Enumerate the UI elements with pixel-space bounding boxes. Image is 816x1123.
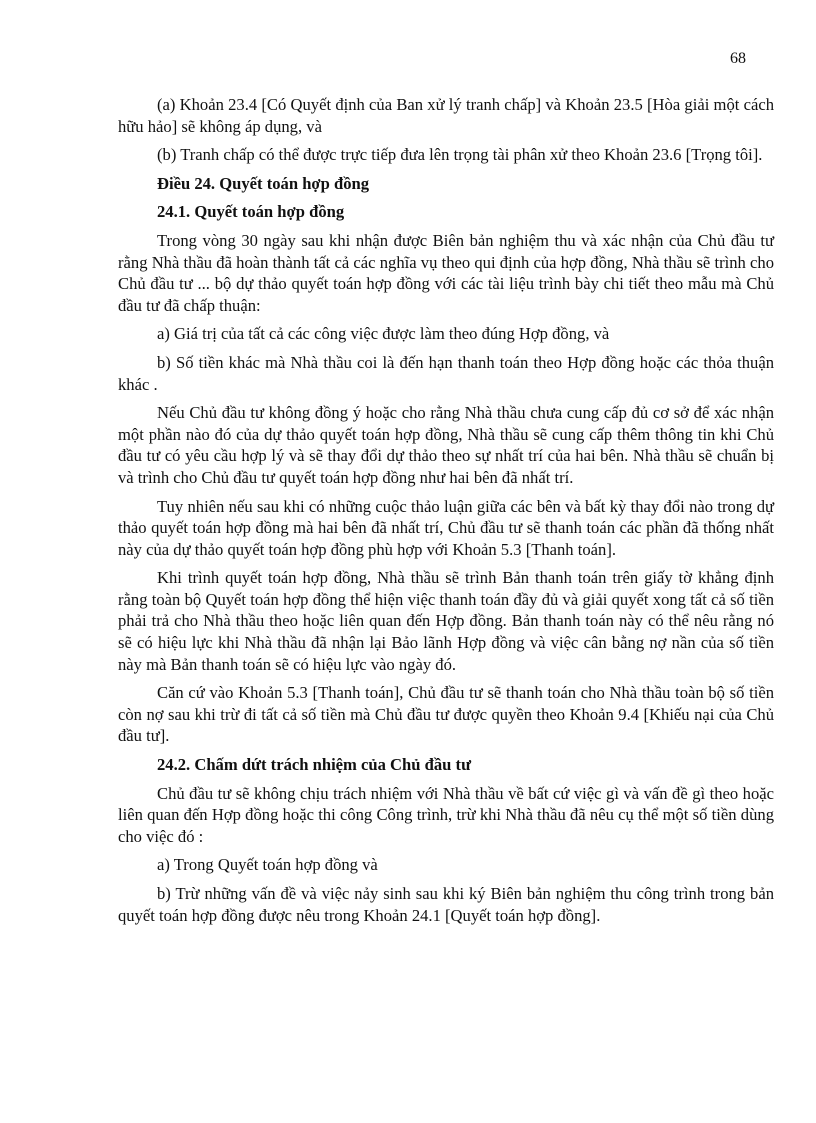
section-24-1-paragraph-2: Nếu Chủ đầu tư không đồng ý hoặc cho rằng Nhà thầu chưa cung cấp đủ cơ sở để xác nhận một phần nào đó của dự thảo quyết toán hợp đồng, Nhà thầu sẽ cung cấp thêm thông tin khi Chủ đầu tư có yêu cầu hợp lý và sẽ thay đổi dự thảo theo sự nhất trí của hai bên. Nhà thầu sẽ chuẩn bị và trình cho Chủ đầu tư quyết toán hợp đồng như hai bên đã nhất trí. [118, 403, 774, 487]
section-24-1-paragraph-1: Trong vòng 30 ngày sau khi nhận được Biên bản nghiệm thu và xác nhận của Chủ đầu tư rằng Nhà thầu đã hoàn thành tất cả các nghĩa vụ theo qui định của hợp đồng, Nhà thầu sẽ trình cho Chủ đầu tư ... bộ dự thảo quyết toán hợp đồng với các tài liệu trình bày chi tiết theo mẫu mà Chủ đầu tư đã chấp thuận: [118, 230, 774, 315]
section-24-2-paragraph-1: Chủ đầu tư sẽ không chịu trách nhiệm với Nhà thầu về bất cứ việc gì và vấn đề gì theo hoặc liên quan đến Hợp đồng hoặc thi công Công trình, trừ khi Nhà thầu đã nêu cụ thể một số tiền dùng cho việc đó : [118, 783, 774, 846]
document-body [118, 94, 774, 933]
section-24-1-item-a: a) Giá trị của tất cả các công việc được làm theo đúng Hợp đồng, và [157, 324, 610, 344]
section-24-2-item-a: a) Trong Quyết toán hợp đồng và [157, 855, 378, 875]
page-number: 68 [730, 50, 746, 67]
article-heading: Điều 24. Quyết toán hợp đồng [157, 173, 370, 193]
paragraph-intro-a: (a) Khoản 23.4 [Có Quyết định của Ban xử lý tranh chấp] và Khoản 23.5 [Hòa giải một cách hữu hảo] sẽ không áp dụng, và [118, 95, 774, 136]
section-24-2-item-b: b) Trừ những vấn đề và việc nảy sinh sau khi ký Biên bản nghiệm thu công trình trong bản quyết toán hợp đồng được nêu trong Khoản 24.1 [Quyết toán hợp đồng]. [118, 884, 774, 925]
section-24-1-item-b: b) Số tiền khác mà Nhà thầu coi là đến hạn thanh toán theo Hợp đồng hoặc các thỏa thuận khác . [118, 352, 774, 394]
section-24-1-paragraph-4: Khi trình quyết toán hợp đồng, Nhà thầu sẽ trình Bản thanh toán trên giấy tờ khẳng định rằng toàn bộ Quyết toán hợp đồng thể hiện việc thanh toán đầy đủ và giải quyết xong tất cả số tiền phải trả cho Nhà thầu theo hoặc liên quan đến Hợp đồng. Bản thanh toán này có thể nêu rằng nó sẽ có hiệu lực khi Nhà thầu đã nhận lại Bảo lãnh Hợp đồng và việc cân bằng nợ nần của số tiền này mà Bản thanh toán sẽ có hiệu lực vào ngày đó. [118, 568, 774, 674]
section-24-1-paragraph-5: Căn cứ vào Khoản 5.3 [Thanh toán], Chủ đầu tư sẽ thanh toán cho Nhà thầu toàn bộ số tiền còn nợ sau khi trừ đi tất cả số tiền mà Chủ đầu tư được quyền theo Khoản 9.4 [Khiếu nại của Chủ đầu tư]. [118, 683, 774, 746]
section-24-2-heading: 24.2. Chấm dứt trách nhiệm của Chủ đầu tư [157, 755, 472, 775]
paragraph-intro-b: (b) Tranh chấp có thể được trực tiếp đưa lên trọng tài phân xử theo Khoản 23.6 [Trọng tôi]. [157, 145, 763, 165]
section-24-1-paragraph-3: Tuy nhiên nếu sau khi có những cuộc thảo luận giữa các bên và bất kỳ thay đổi nào trong dự thảo quyết toán hợp đồng mà hai bên đã nhất trí, Chủ đầu tư sẽ thanh toán các phần đã thống nhất này của dự thảo quyết toán hợp đồng phù hợp với Khoản 5.3 [Thanh toán]. [118, 496, 774, 559]
section-24-1-heading: 24.1. Quyết toán hợp đồng [157, 202, 345, 222]
